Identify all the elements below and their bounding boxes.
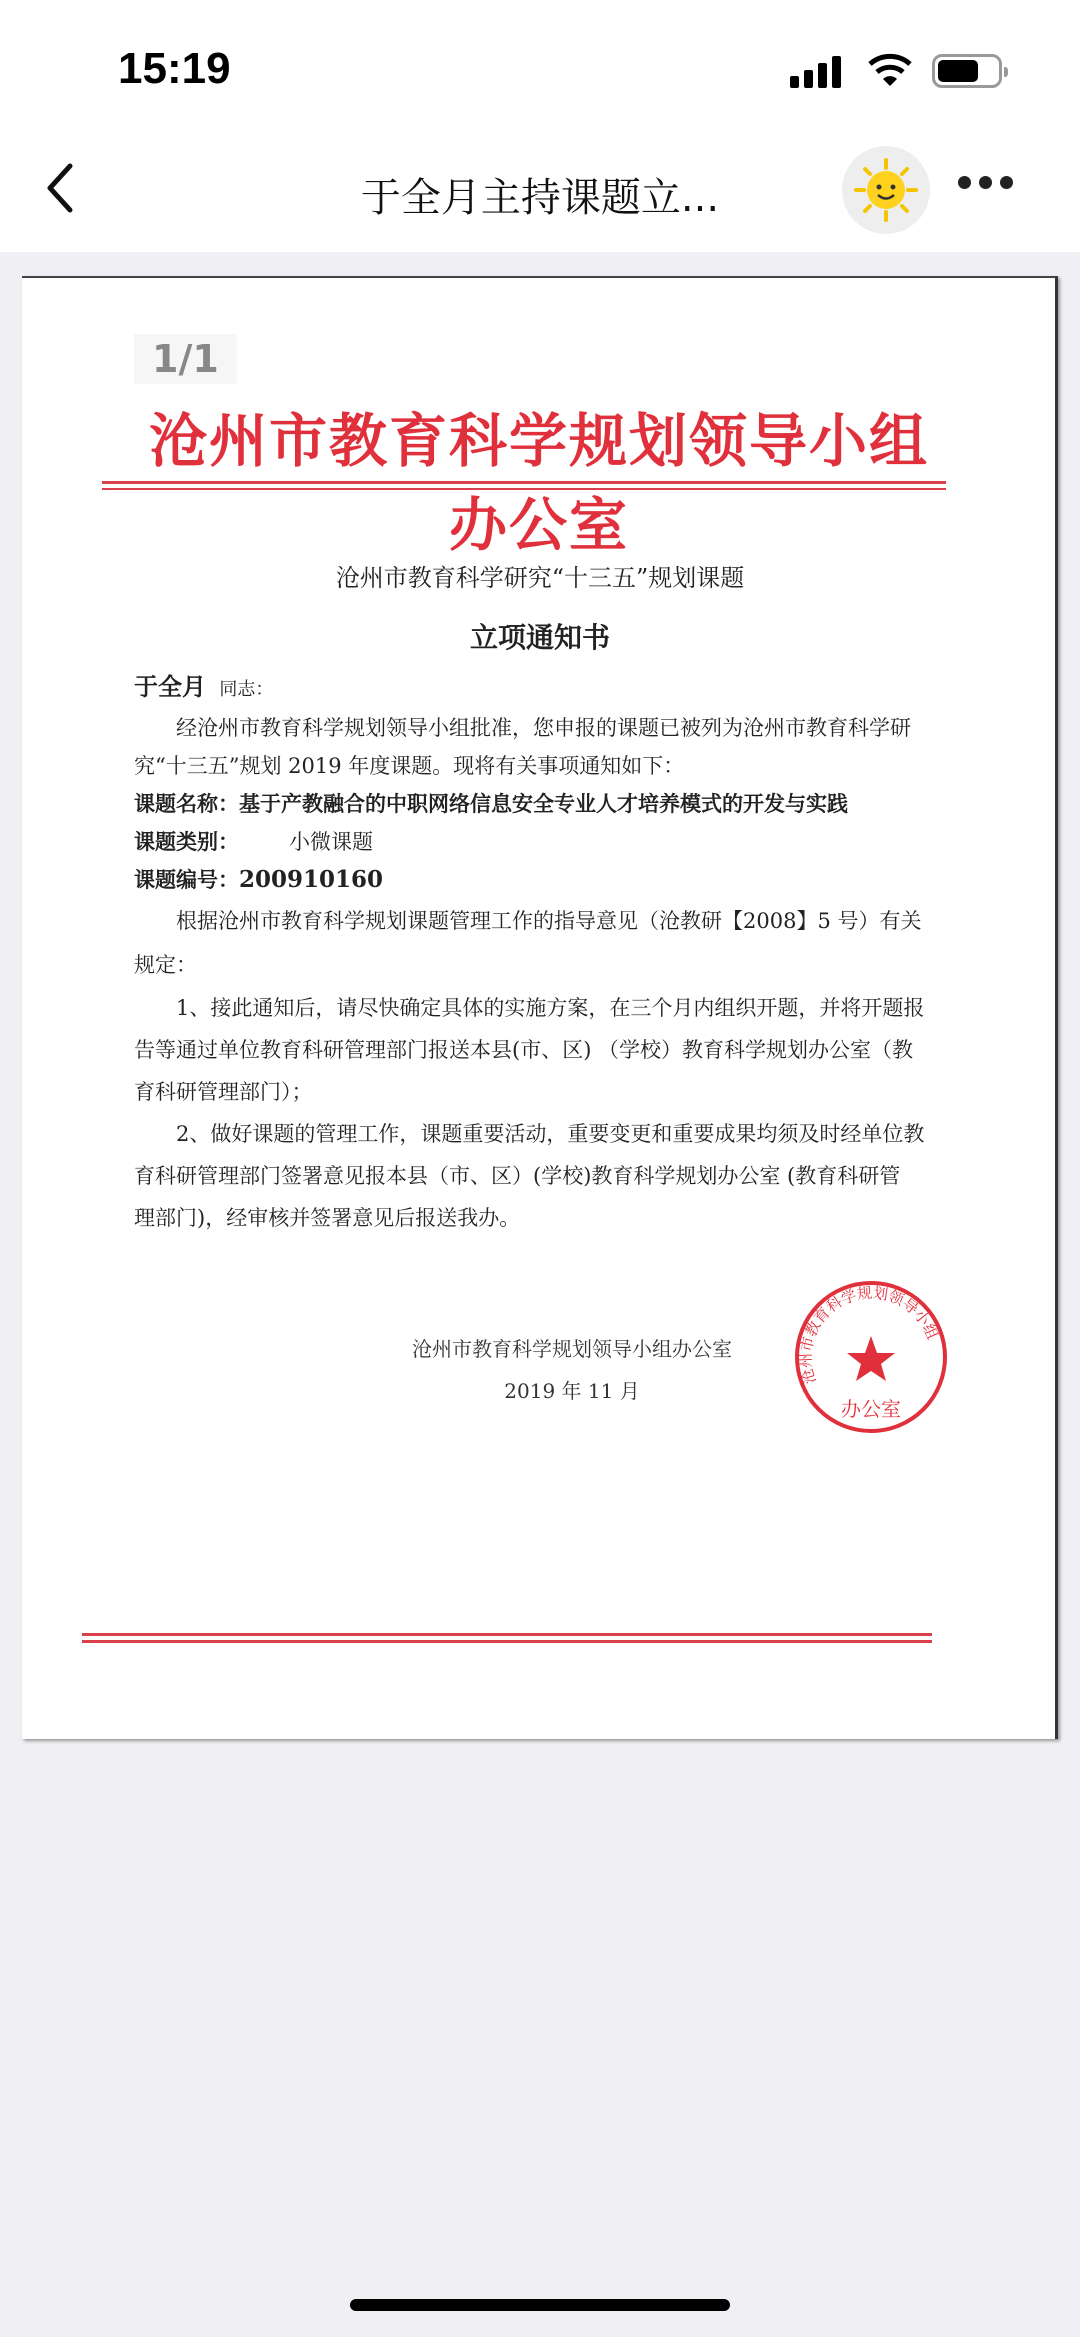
svg-text:办公室: 办公室 (841, 1397, 901, 1421)
item2: 2、做好课题的管理工作，课题重要活动，重要变更和重要成果均须及时经单位教 (176, 1122, 925, 1146)
item2: 育科研管理部门签署意见报本县（市、区）(学校)教育科学规划办公室 (教育科研管 (134, 1164, 901, 1188)
more-options-button[interactable] (958, 176, 1013, 189)
battery-icon (932, 54, 1002, 88)
signal-icon (790, 54, 841, 88)
footer-rule (82, 1640, 932, 1643)
signature-block (382, 1328, 762, 1412)
page-indicator: 1/1 (134, 334, 237, 384)
nav-bar (0, 120, 1080, 252)
signature: 沧州市教育科学规划领导小组办公室 (412, 1337, 732, 1361)
status-time: 15:19 (118, 44, 231, 93)
header-rule (102, 488, 946, 490)
wifi-icon (868, 52, 912, 88)
document-image[interactable] (22, 276, 1058, 1739)
svg-text:沧州市教育科学规划领导小组: 沧州市教育科学规划领导小组 (796, 1283, 942, 1387)
header-rule (102, 481, 946, 484)
para2: 规定： (134, 953, 197, 977)
letterhead: 沧州市教育科学规划领导小组办公室 (148, 407, 929, 559)
sun-icon (853, 157, 919, 223)
doc-subtitle: 沧州市教育科学研究“十三五”规划课题 (335, 564, 745, 592)
official-seal (792, 1278, 950, 1436)
doc-heading: 立项通知书 (469, 621, 610, 654)
doc-date: 2019 年 11 月 (504, 1379, 640, 1403)
recipient-suffix: 同志： (219, 679, 274, 700)
home-indicator[interactable] (350, 2299, 730, 2311)
item1: 育科研管理部门）； (134, 1080, 313, 1104)
topic-value: 基于产教融合的中职网络信息安全专业人才培养模式的开发与实践 (239, 791, 848, 816)
topic-label: 课题名称： (134, 791, 239, 816)
number-value: 200910160 (239, 866, 384, 893)
recipient-name: 于全月 (134, 672, 206, 701)
category-label: 课题类别： (134, 829, 239, 854)
item1: 告等通过单位教育科研管理部门报送本县(市、区) （学校）教育科学规划办公室（教 (134, 1038, 914, 1062)
doc-body (134, 668, 925, 1239)
nav-title: 于全月主持课题立... (360, 175, 720, 221)
para2: 根据沧州市教育科学规划课题管理工作的指导意见（沧教研【2008】5 号）有关 (176, 909, 922, 933)
category-value: 小微课题 (289, 830, 373, 854)
footer-rule (82, 1633, 932, 1636)
para1: 经沧州市教育科学规划领导小组批准，您申报的课题已被列为沧州市教育科学研 (176, 716, 911, 740)
number-label: 课题编号： (134, 867, 239, 892)
item1: 1、接此通知后，请尽快确定具体的实施方案，在三个月内组织开题，并将开题报 (176, 996, 925, 1020)
mini-program-avatar[interactable] (842, 146, 930, 234)
item2: 理部门)，经审核并签署意见后报送我办。 (134, 1206, 521, 1230)
status-bar (0, 0, 1080, 120)
para1: 究“十三五”规划 2019 年度课题。现将有关事项通知如下： (134, 754, 685, 778)
